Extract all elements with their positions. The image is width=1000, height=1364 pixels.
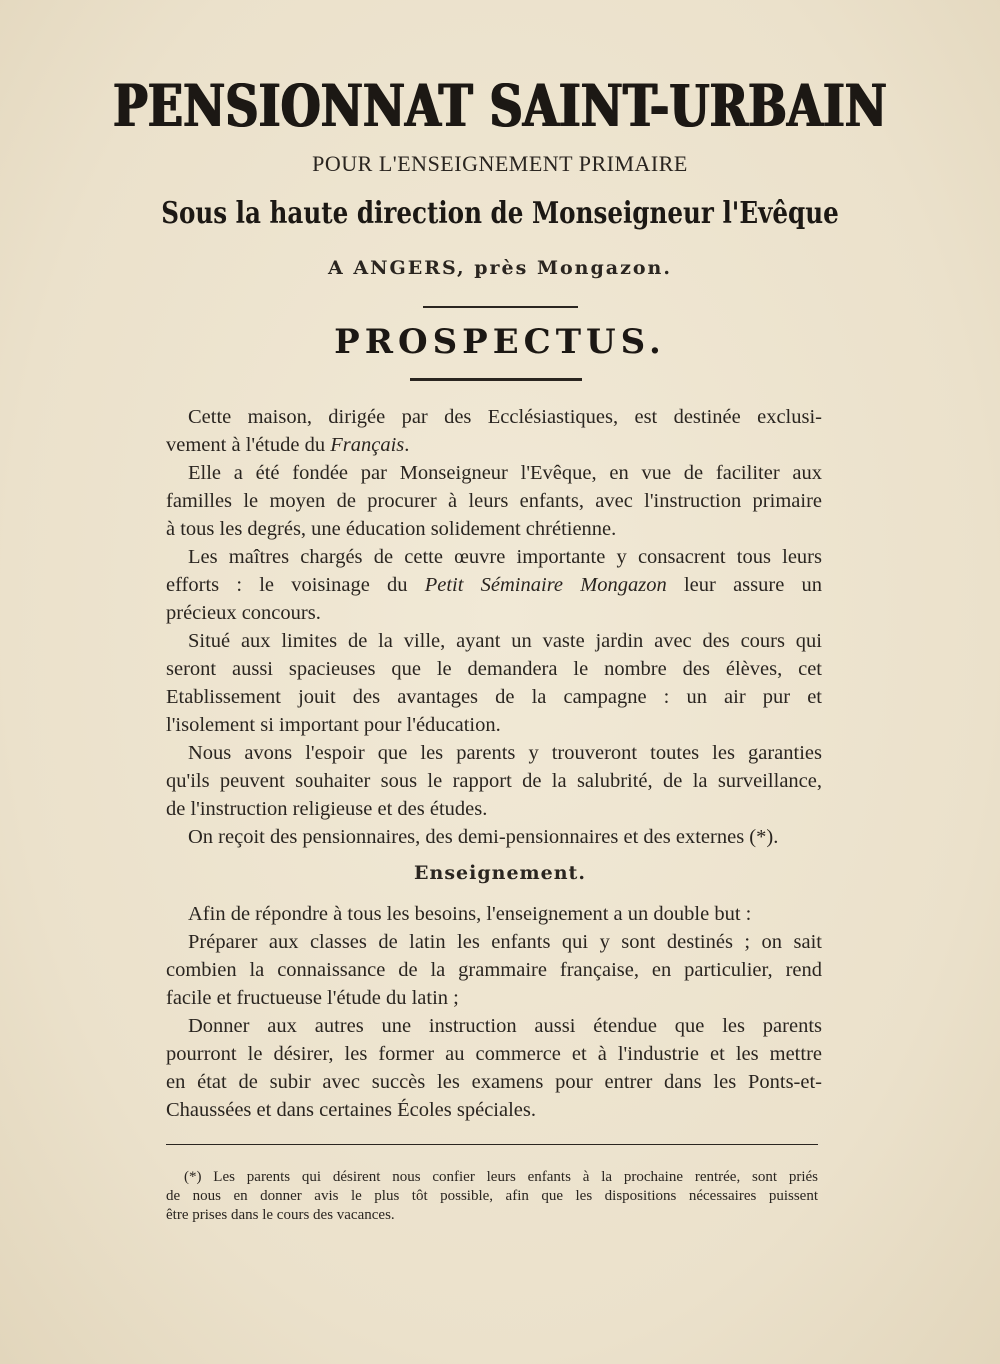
footnote-line: de nous en donner avis le plus tôt possible, afin que les dispositions nécessaires puissent [166,1188,818,1204]
text-segment: de l'instruction religieuse et des études. [166,798,488,820]
text-line [166,543,822,571]
text-segment: en état de subir avec succès les examens pour entrer dans les Ponts-et- [166,1071,822,1093]
text-line [166,1096,822,1124]
footnote [166,1168,818,1225]
text-segment: Les maîtres chargés de cette œuvre importante y consacrent tous leurs [188,546,822,568]
teaching-text [166,900,822,1124]
text-segment: vement à l'étude du [166,434,331,456]
text-line [166,956,822,984]
text-line [166,795,822,823]
footnote-line: (*) Les parents qui désirent nous confier leurs enfants à la prochaine rentrée, sont priés [184,1169,818,1185]
divider-top [423,306,578,308]
text-segment: seront aussi spacieuses que le demandera le nombre des élèves, cet [166,658,822,680]
document-title: PENSIONNAT SAINT-URBAIN [113,72,887,140]
text-line [166,739,822,767]
text-line [166,984,822,1012]
text-line [166,1068,822,1096]
section-heading: Enseignement. [414,862,586,884]
text-segment: à tous les degrés, une éducation solidement chrétienne. [166,518,617,540]
document-subtitle: POUR L'ENSEIGNEMENT PRIMAIRE [312,151,688,176]
footnote-line: être prises dans le cours des vacances. [166,1207,395,1223]
text-line [166,459,822,487]
location-line: A ANGERS, près Mongazon. [328,257,672,279]
text-segment: Préparer aux classes de latin les enfants qui y sont destinés ; on sait [188,931,822,953]
text-segment: Afin de répondre à tous les besoins, l'enseignement a un double but : [188,903,752,925]
text-line [166,823,822,851]
text-segment: Chaussées et dans certaines Écoles spéciales. [166,1099,537,1121]
text-line [166,683,822,711]
text-segment: Elle a été fondée par Monseigneur l'Evêque, en vue de faciliter aux [188,462,822,484]
text-line [166,655,822,683]
text-line [166,571,822,599]
text-line [166,767,822,795]
intro-text [166,403,822,851]
footnote-divider [166,1144,818,1145]
emphasis-text: Petit Séminaire Mongazon [424,574,667,596]
prospectus-heading: PROSPECTUS. [334,322,666,362]
text-line [166,900,822,928]
text-line [166,928,822,956]
text-line [166,1012,822,1040]
text-line [166,711,822,739]
text-segment: On reçoit des pensionnaires, des demi-pensionnaires et des externes (*). [188,826,779,848]
emphasis-text: Français [330,434,405,456]
text-segment: familles le moyen de procurer à leurs enfants, avec l'instruction primaire [166,490,822,512]
text-segment: . [404,434,410,456]
text-segment: Etablissement jouit des avantages de la campagne : un air pur et [166,686,822,708]
text-segment: Nous avons l'espoir que les parents y trouveront toutes les garanties [188,742,822,764]
text-line [166,487,822,515]
text-segment: précieux concours. [166,602,321,624]
text-segment: leur assure un [666,574,823,596]
text-line [166,403,822,431]
text-line [166,599,822,627]
text-segment: Cette maison, dirigée par des Ecclésiastiques, est destinée exclusi- [188,406,822,428]
text-line [166,515,822,543]
text-segment: qu'ils peuvent souhaiter sous le rapport de la salubrité, de la surveillance, [166,770,822,792]
text-line [166,431,822,459]
text-segment: facile et fructueuse l'étude du latin ; [166,987,459,1009]
text-line [166,1040,822,1068]
text-segment: l'isolement si important pour l'éducation. [166,714,501,736]
text-segment: combien la connaissance de la grammaire française, en particulier, rend [166,959,822,981]
text-segment: efforts : le voisinage du [166,574,425,596]
divider-bottom [410,378,582,381]
text-segment: pourront le désirer, les former au commerce et à l'industrie et les mettre [166,1043,822,1065]
text-line [166,627,822,655]
text-segment: Situé aux limites de la ville, ayant un vaste jardin avec des cours qui [188,630,822,652]
direction-line: Sous la haute direction de Monseigneur l'Evêque [161,196,839,231]
text-segment: Donner aux autres une instruction aussi étendue que les parents [188,1015,822,1037]
